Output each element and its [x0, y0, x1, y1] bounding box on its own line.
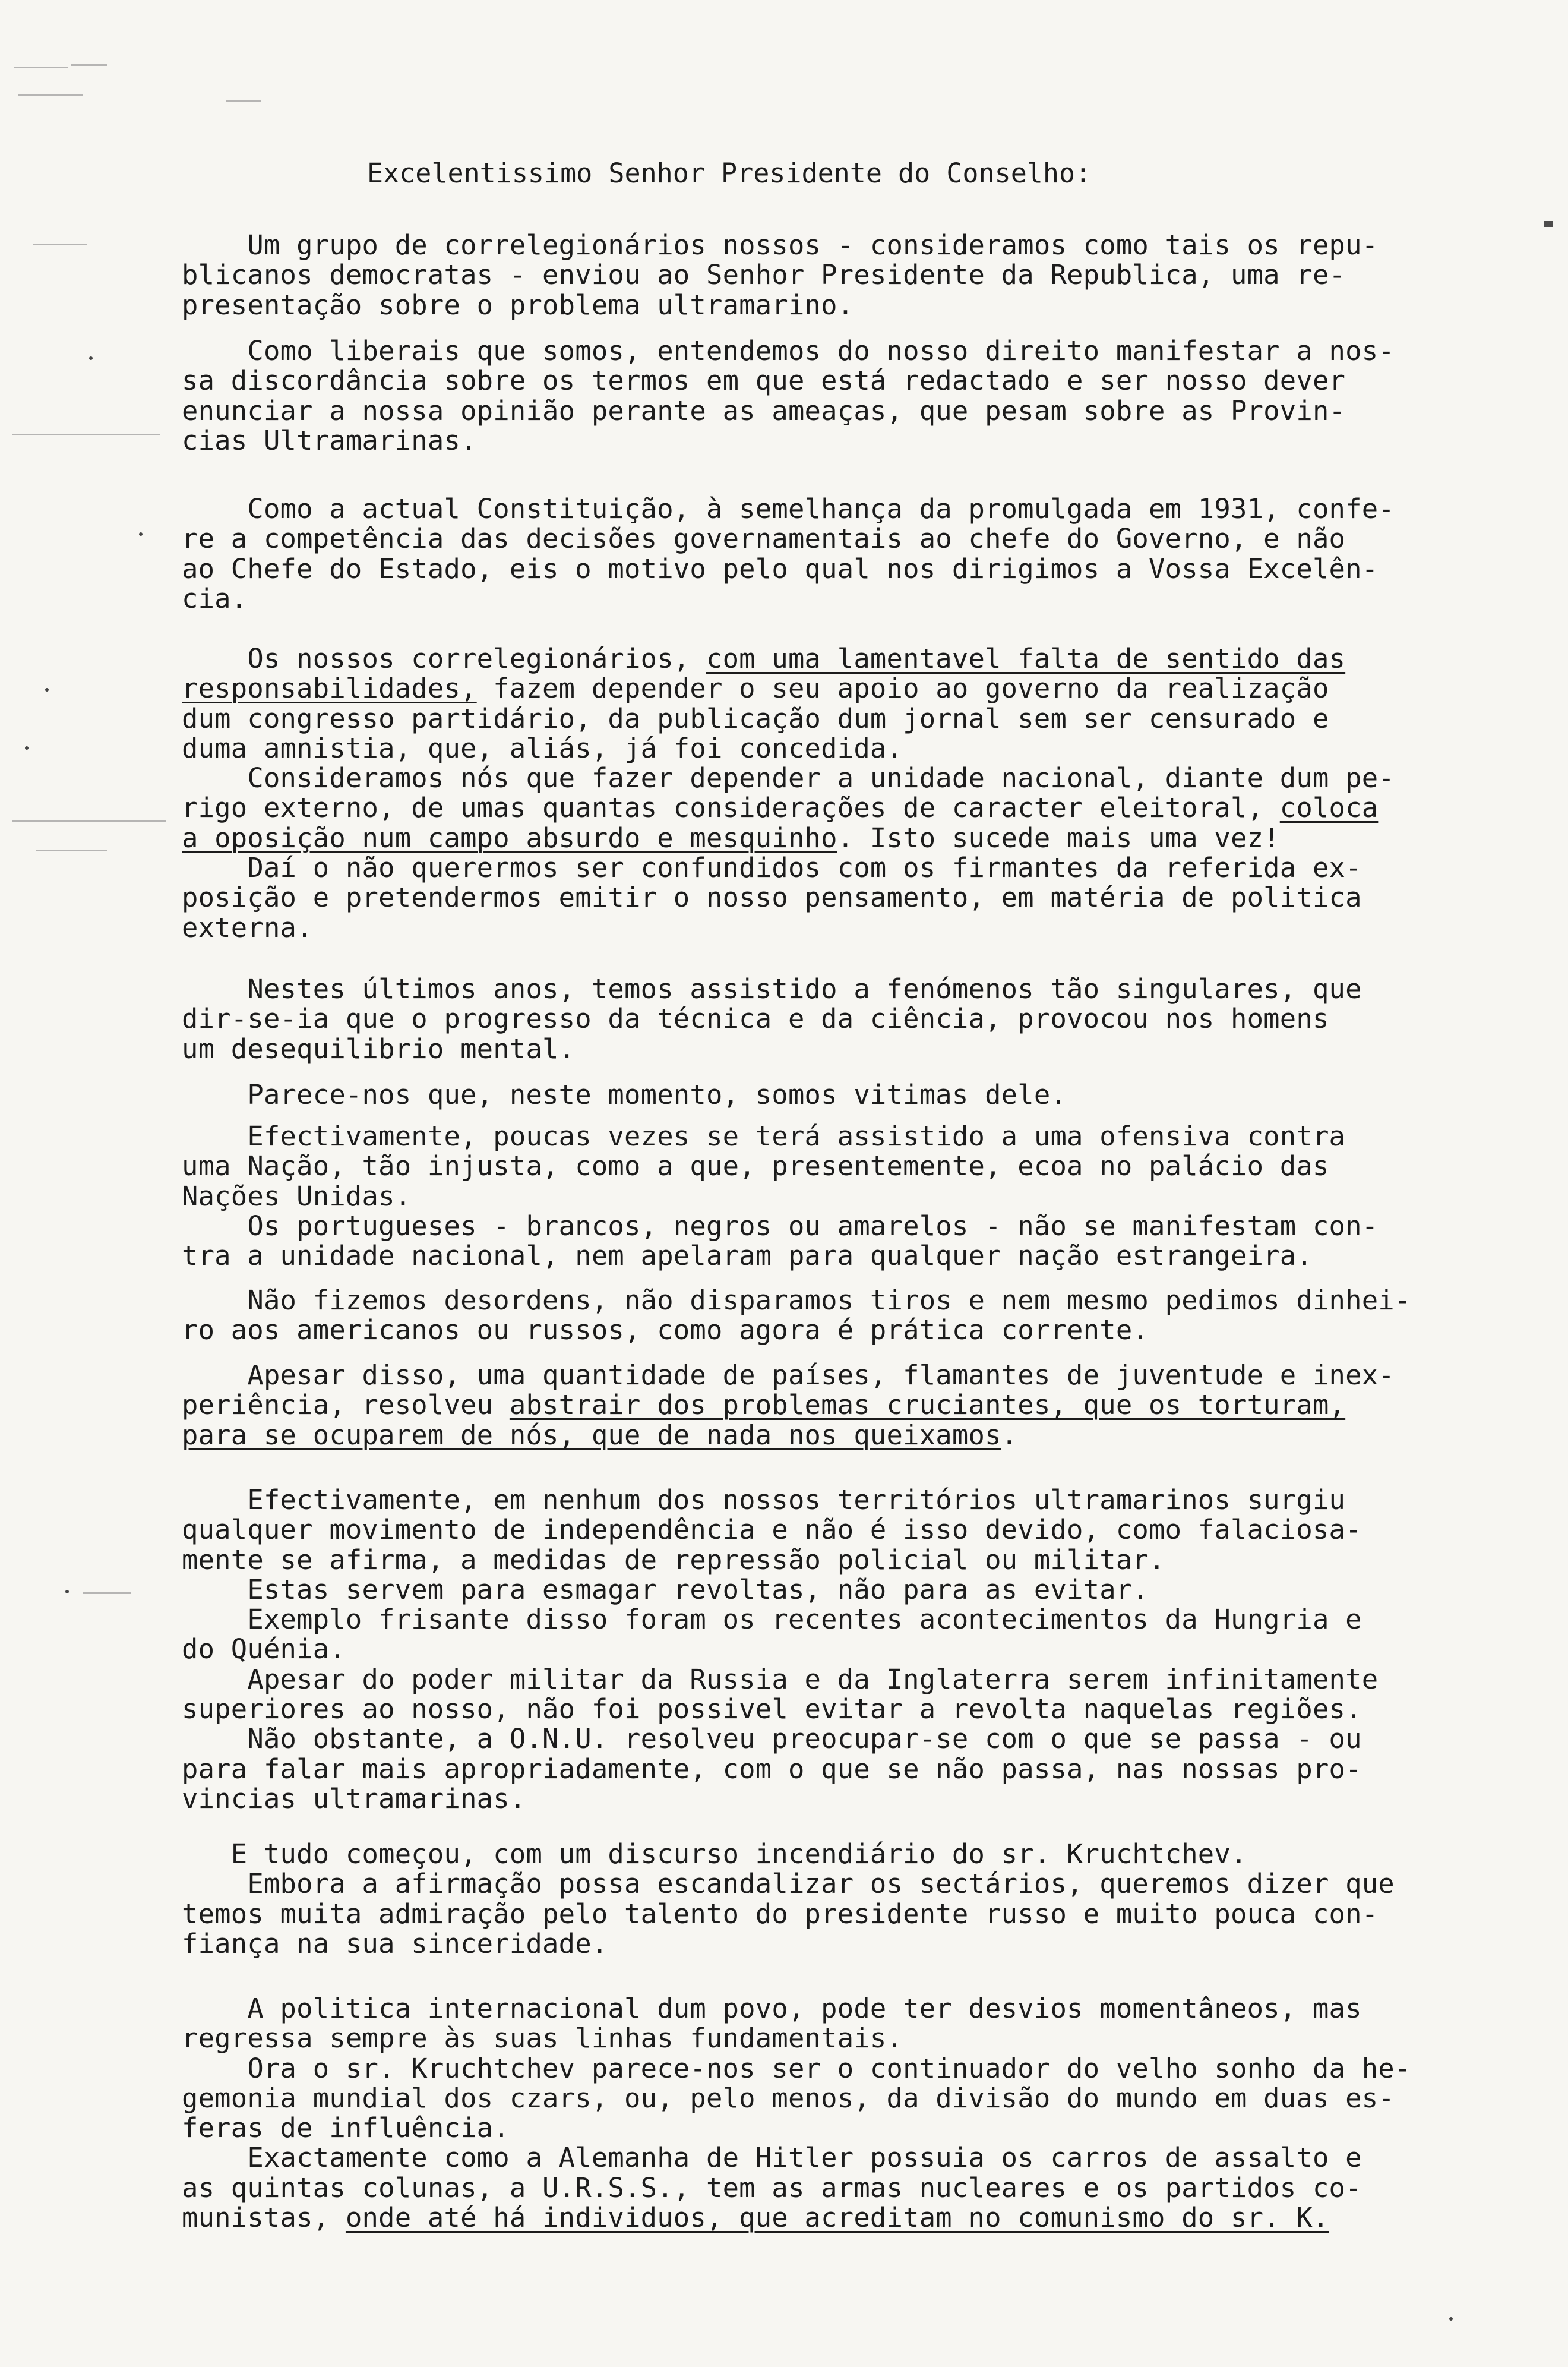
text-line — [182, 883, 1542, 913]
text-run: E tudo começou, com um discurso incendiário do sr. Kruchtchev. — [182, 1838, 1247, 1870]
text-run: rigo externo, de umas quantas considerações de caracter eleitoral, — [182, 792, 1280, 824]
text-line — [182, 1080, 1542, 1110]
underlined-text: a oposição num campo absurdo e mesquinho — [182, 822, 837, 854]
margin-mark — [14, 67, 68, 68]
text-run: Ora o sr. Kruchtchev parece-nos ser o continuador do velho sonho da he- — [182, 2052, 1411, 2084]
text-line — [182, 1784, 1542, 1814]
text-line — [182, 1634, 1542, 1664]
text-line — [182, 1605, 1542, 1634]
text-line — [182, 426, 1542, 456]
underlined-text: para se ocuparem de nós, que de nada nos queixamos — [182, 1419, 1001, 1451]
underlined-text: coloca — [1279, 792, 1379, 824]
text-line — [182, 1839, 1542, 1869]
text-run: vincias ultramarinas. — [182, 1782, 526, 1814]
text-run: Daí o não querermos ser confundidos com os firmantes da referida ex- — [182, 852, 1362, 884]
text-line — [182, 1421, 1542, 1450]
text-run: posição e pretendermos emitir o nosso pensamento, em matéria de politica — [182, 882, 1362, 914]
text-run: . — [1001, 1419, 1018, 1451]
text-line — [182, 704, 1542, 734]
text-line — [182, 584, 1542, 614]
text-run: Embora a afirmação possa escandalizar os sectários, queremos dizer que — [182, 1868, 1395, 1900]
text-line — [182, 644, 1542, 674]
underlined-text: responsabilidades, — [182, 673, 477, 705]
text-line — [182, 1694, 1542, 1724]
paragraph — [182, 1839, 1542, 1959]
text-run: ao Chefe do Estado, eis o motivo pelo qual nos dirigimos a Vossa Excelên- — [182, 553, 1379, 585]
text-line — [182, 554, 1542, 584]
text-line — [182, 1151, 1542, 1181]
text-run: Consideramos nós que fazer depender a unidade nacional, diante dum pe- — [182, 762, 1395, 794]
text-line — [182, 1361, 1542, 1390]
margin-dot — [45, 688, 49, 692]
paragraph — [182, 336, 1542, 456]
text-line — [182, 853, 1542, 883]
text-run: Como liberais que somos, entendemos do nosso direito manifestar a nos- — [182, 335, 1395, 367]
text-run: regressa sempre às suas linhas fundamentais. — [182, 2022, 903, 2054]
text-run: enunciar a nossa opinião perante as ameaças, que pesam sobre as Provin- — [182, 394, 1346, 427]
text-run: periência, resolveu — [182, 1389, 510, 1421]
text-run: Parece-nos que, neste momento, somos vitimas dele. — [182, 1079, 1067, 1110]
text-line — [182, 1211, 1542, 1241]
text-run: dir-se-ia que o progresso da técnica e da ciência, provocou nos homens — [182, 1003, 1329, 1035]
text-run: mente se afirma, a medidas de repressão policial ou militar. — [182, 1544, 1165, 1576]
text-run: gemonia mundial dos czars, ou, pelo menos, da divisão do mundo em duas es- — [182, 2082, 1395, 2114]
margin-dot — [65, 1590, 69, 1593]
text-run: Não fizemos desordens, não disparamos tiros e nem mesmo pedimos dinhei- — [182, 1285, 1411, 1316]
text-line — [182, 1485, 1542, 1515]
text-line — [182, 1315, 1542, 1345]
paragraph — [182, 644, 1542, 943]
margin-mark — [83, 1592, 131, 1594]
text-run: cia. — [182, 582, 248, 614]
text-line — [182, 2084, 1542, 2113]
paragraph — [182, 1286, 1542, 1346]
margin-mark — [71, 64, 107, 66]
text-line — [182, 336, 1542, 366]
paragraph — [182, 1485, 1542, 1814]
text-line — [182, 231, 1542, 260]
text-line — [182, 1754, 1542, 1784]
text-line — [182, 1286, 1542, 1315]
text-line — [182, 2173, 1542, 2203]
text-run: blicanos democratas - enviou ao Senhor Presidente da Republica, uma re- — [182, 259, 1346, 291]
margin-dot — [139, 532, 143, 536]
text-line — [182, 2024, 1542, 2053]
text-run: Nestes últimos anos, temos assistido a fenómenos tão singulares, que — [182, 973, 1362, 1005]
text-line — [182, 291, 1542, 320]
paragraph — [182, 1994, 1542, 2233]
text-run: uma Nação, tão injusta, como a que, presentemente, ecoa no palácio das — [182, 1150, 1329, 1182]
text-run: presentação sobre o problema ultramarino. — [182, 289, 854, 321]
text-line — [182, 1545, 1542, 1575]
text-run: Como a actual Constituição, à semelhança da promulgada em 1931, confe- — [182, 493, 1395, 525]
text-line — [182, 1004, 1542, 1034]
letter-salutation: Excelentissimo Senhor Presidente do Conselho: — [367, 157, 1092, 189]
margin-mark — [12, 820, 166, 822]
text-run: fazem depender o seu apoio ao governo da realização — [476, 673, 1329, 705]
paragraph — [182, 1361, 1542, 1450]
text-run: re a competência das decisões governamentais ao chefe do Governo, e não — [182, 523, 1346, 555]
text-run: Um grupo de correlegionários nossos - consideramos como tais os repu- — [182, 229, 1379, 261]
text-line — [182, 823, 1542, 853]
text-line — [182, 260, 1542, 290]
text-line — [182, 366, 1542, 396]
text-line — [182, 2113, 1542, 2143]
text-line — [182, 524, 1542, 554]
text-line — [182, 763, 1542, 793]
margin-mark — [226, 100, 261, 102]
text-line — [182, 1665, 1542, 1694]
text-run: ro aos americanos ou russos, como agora é prática corrente. — [182, 1314, 1149, 1346]
text-line — [182, 1899, 1542, 1929]
text-line — [182, 2203, 1542, 2233]
text-run: um desequilibrio mental. — [182, 1033, 576, 1065]
text-run: superiores ao nosso, não foi possivel evitar a revolta naquelas regiões. — [182, 1693, 1362, 1725]
text-line — [182, 1122, 1542, 1151]
text-run: dum congresso partidário, da publicação dum jornal sem ser censurado e — [182, 702, 1329, 734]
text-line — [182, 396, 1542, 426]
underlined-text: com uma lamentavel falta de sentido das — [706, 643, 1346, 674]
text-run: . Isto sucede mais uma vez! — [837, 822, 1280, 854]
paragraph — [182, 494, 1542, 614]
margin-dot — [89, 356, 93, 360]
text-run: cias Ultramarinas. — [182, 424, 477, 456]
margin-mark — [33, 244, 87, 245]
text-run: A politica internacional dum povo, pode ter desvios momentâneos, mas — [182, 1993, 1362, 2024]
text-line — [182, 1390, 1542, 1420]
text-run: Exemplo frisante disso foram os recentes acontecimentos da Hungria e — [182, 1604, 1362, 1636]
text-line — [182, 974, 1542, 1004]
text-line — [182, 1929, 1542, 1959]
text-run: Efectivamente, poucas vezes se terá assistido a uma ofensiva contra — [182, 1121, 1346, 1152]
text-run: Estas servem para esmagar revoltas, não para as evitar. — [182, 1573, 1149, 1605]
text-run: Exactamente como a Alemanha de Hitler possuia os carros de assalto e — [182, 2142, 1362, 2174]
paragraph — [182, 974, 1542, 1064]
margin-mark — [36, 850, 107, 851]
text-line — [182, 2054, 1542, 2084]
text-run: munistas, — [182, 2202, 346, 2234]
text-run: Os portugueses - brancos, negros ou amarelos - não se manifestam con- — [182, 1210, 1379, 1242]
text-run: para falar mais apropriadamente, com o que se não passa, nas nossas pro- — [182, 1753, 1362, 1785]
text-run: Apesar disso, uma quantidade de países, flamantes de juventude e inex- — [182, 1359, 1395, 1391]
text-run: duma amnistia, que, aliás, já foi concedida. — [182, 732, 903, 764]
margin-mark — [1544, 221, 1553, 227]
margin-dot — [1449, 2317, 1453, 2321]
text-line — [182, 1724, 1542, 1754]
text-run: Não obstante, a O.N.U. resolveu preocupar-se com o que se passa - ou — [182, 1723, 1362, 1755]
text-run: qualquer movimento de independência e não é isso devido, como falaciosa- — [182, 1514, 1362, 1546]
text-line — [182, 1869, 1542, 1899]
margin-mark — [18, 94, 83, 96]
text-line — [182, 2143, 1542, 2173]
text-line — [182, 734, 1542, 763]
margin-mark — [12, 434, 160, 435]
text-run: tra a unidade nacional, nem apelaram para qualquer nação estrangeira. — [182, 1240, 1313, 1272]
text-line — [182, 1182, 1542, 1211]
paragraph — [182, 1080, 1542, 1110]
text-line — [182, 793, 1542, 823]
text-run: as quintas colunas, a U.R.S.S., tem as armas nucleares e os partidos co- — [182, 2172, 1362, 2204]
text-run: sa discordância sobre os termos em que está redactado e ser nosso dever — [182, 365, 1346, 397]
text-run: Nações Unidas. — [182, 1180, 412, 1212]
text-run: externa. — [182, 911, 313, 943]
text-line — [182, 1515, 1542, 1545]
text-line — [182, 494, 1542, 524]
text-run: Apesar do poder militar da Russia e da Inglaterra serem infinitamente — [182, 1663, 1379, 1695]
text-line — [182, 1034, 1542, 1064]
text-run: feras de influência. — [182, 2112, 510, 2144]
underlined-text: abstrair dos problemas cruciantes, que os torturam, — [509, 1389, 1346, 1421]
text-line — [182, 1241, 1542, 1271]
text-run: Os nossos correlegionários, — [182, 643, 706, 674]
text-line — [182, 913, 1542, 943]
paragraph — [182, 1122, 1542, 1271]
text-run: fiança na sua sinceridade. — [182, 1927, 608, 1959]
text-run: Efectivamente, em nenhum dos nossos territórios ultramarinos surgiu — [182, 1484, 1346, 1516]
text-run: do Quénia. — [182, 1633, 346, 1665]
margin-dot — [25, 746, 29, 750]
text-line — [182, 674, 1542, 703]
paragraph — [182, 231, 1542, 320]
text-line — [182, 1575, 1542, 1605]
underlined-text: onde até há individuos, que acreditam no comunismo do sr. K. — [345, 2202, 1329, 2234]
text-run: temos muita admiração pelo talento do presidente russo e muito pouca con- — [182, 1898, 1379, 1930]
text-line — [182, 1994, 1542, 2024]
